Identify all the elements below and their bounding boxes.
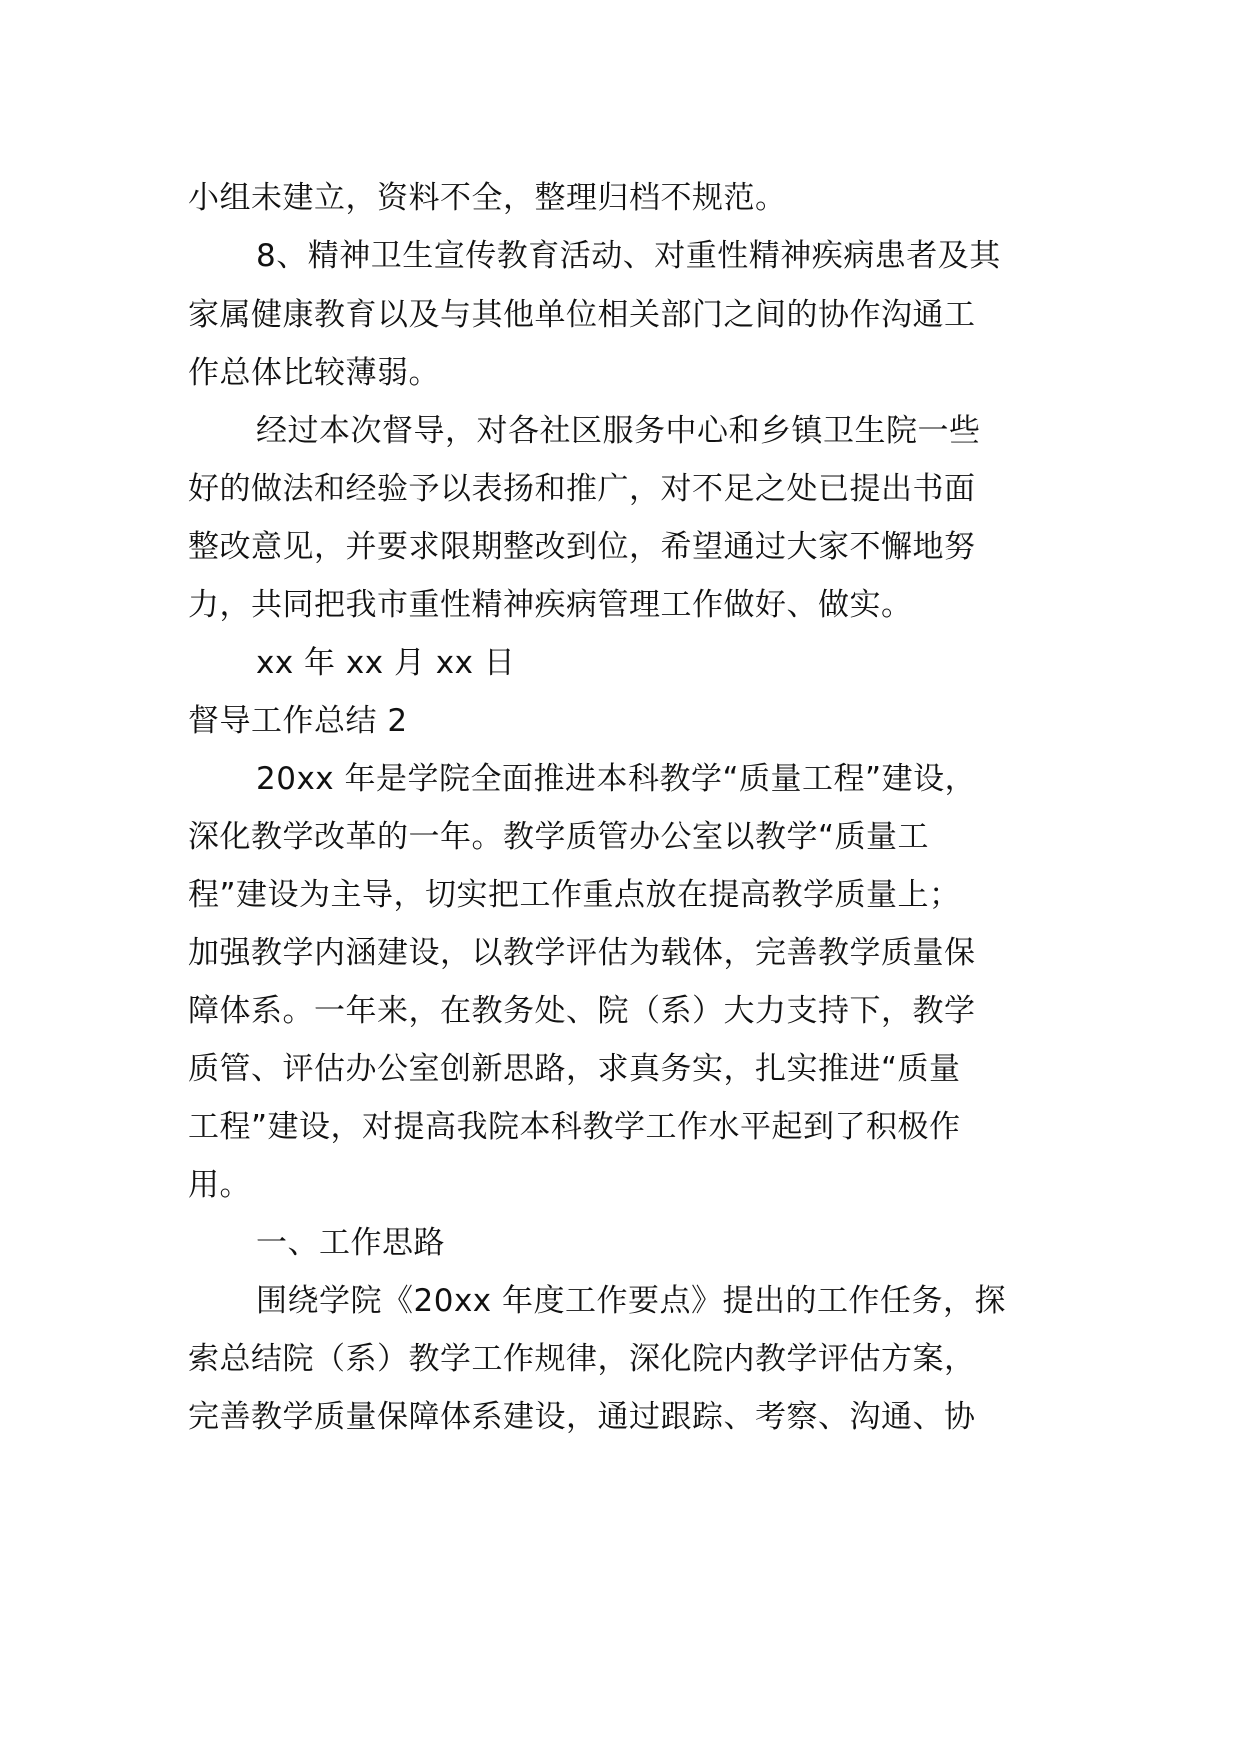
text-line: 完善教学质量保障体系建设，通过跟踪、考察、沟通、协 xyxy=(188,1399,976,1435)
text-line: 工程”建设，对提高我院本科教学工作水平起到了积极作 xyxy=(188,1109,961,1145)
text-line: 小组未建立，资料不全，整理归档不规范。 xyxy=(188,180,787,216)
subsection-heading: 一、工作思路 xyxy=(256,1225,445,1261)
text-line: 加强教学内涵建设，以教学评估为载体，完善教学质量保 xyxy=(188,935,976,971)
text-line: 深化教学改革的一年。教学质管办公室以教学“质量工 xyxy=(188,819,930,855)
text-line: 作总体比较薄弱。 xyxy=(188,355,440,391)
text-line: 障体系。一年来，在教务处、院（系）大力支持下，教学 xyxy=(188,993,976,1029)
text-line: 8、精神卫生宣传教育活动、对重性精神疾病患者及其 xyxy=(256,238,1001,274)
text-line: 家属健康教育以及与其他单位相关部门之间的协作沟通工 xyxy=(188,297,976,333)
text-line: 力，共同把我市重性精神疾病管理工作做好、做实。 xyxy=(188,587,913,623)
text-line: 好的做法和经验予以表扬和推广，对不足之处已提出书面 xyxy=(188,471,976,507)
text-line: 经过本次督导，对各社区服务中心和乡镇卫生院一些 xyxy=(256,413,981,449)
text-line: 整改意见，并要求限期整改到位，希望通过大家不懈地努 xyxy=(188,529,976,565)
text-line: 围绕学院《20xx 年度工作要点》提出的工作任务，探 xyxy=(256,1283,1006,1319)
text-line: 索总结院（系）教学工作规律，深化院内教学评估方案， xyxy=(188,1341,976,1377)
text-line: 质管、评估办公室创新思路，求真务实，扎实推进“质量 xyxy=(188,1051,961,1087)
date-line: xx 年 xx 月 xx 日 xyxy=(256,645,516,681)
text-line: 程”建设为主导，切实把工作重点放在提高教学质量上； xyxy=(188,877,961,913)
section-title: 督导工作总结 2 xyxy=(188,703,408,739)
text-line: 用。 xyxy=(188,1167,251,1203)
text-line: 20xx 年是学院全面推进本科教学“质量工程”建设， xyxy=(256,761,977,797)
